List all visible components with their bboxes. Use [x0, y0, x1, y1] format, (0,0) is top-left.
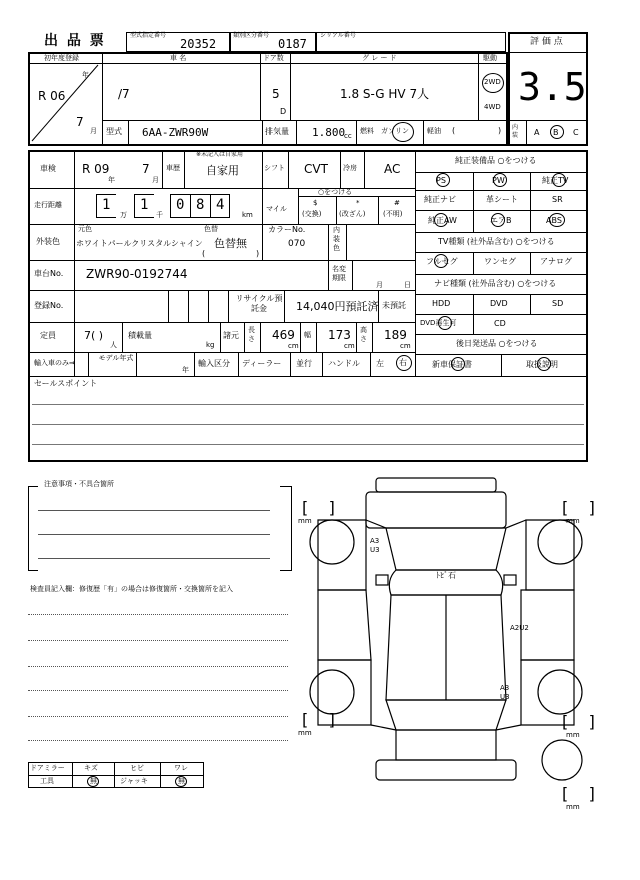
equip-abs-circle — [549, 213, 565, 227]
circle-note: ○をつける — [318, 188, 353, 196]
mileage-digit-2: 1 — [140, 197, 149, 213]
import-label: 輸入車のみ⇒ — [34, 359, 75, 367]
fuel-gasoline-circle — [392, 122, 414, 142]
category-value: 0187 — [278, 37, 307, 51]
interior-label: 内装 — [512, 124, 519, 139]
first-reg-month-unit: 月 — [90, 127, 97, 135]
handle-right: 右 — [399, 358, 407, 367]
mm-fr: mm — [566, 517, 580, 525]
navi-sd: SD — [552, 299, 564, 308]
genuine-header: 純正装備品 ○をつける — [455, 156, 537, 165]
name-change-month: 月 — [376, 281, 383, 289]
first-reg-year-unit: 年 — [82, 71, 89, 79]
mile-label: マイル — [266, 205, 287, 213]
equip-tv: 純正TV — [542, 176, 569, 185]
category-label: 類別区分番号 — [233, 32, 270, 39]
later-manual: 取扱説明 — [526, 360, 558, 369]
color-paren-close: ) — [256, 249, 260, 258]
sales-point-label: セールスポイント — [34, 379, 98, 388]
reg-label: 登録No. — [34, 301, 64, 310]
score-value: 3.5 — [518, 65, 587, 109]
equip-leather: 革シート — [486, 195, 518, 204]
equip-pw-circle — [493, 173, 507, 187]
interior-b: B — [553, 128, 559, 137]
navi-header: ナビ種類 (社外品含む) ○をつける — [434, 279, 557, 288]
cooling-value: AC — [384, 162, 401, 176]
equip-navi: 純正ナビ — [424, 195, 456, 204]
interior-c: C — [573, 128, 579, 137]
equip-tv-circle — [552, 173, 566, 187]
jack-circle — [175, 776, 187, 787]
inspection-year: R 09 — [82, 162, 110, 176]
inspection-year-unit: 年 — [108, 176, 115, 184]
interior-a: A — [534, 128, 540, 137]
drive-label: 駆動 — [483, 54, 497, 62]
doors-sub: D — [280, 107, 287, 116]
equip-pw: PW — [492, 176, 505, 185]
shift-value: CVT — [304, 162, 328, 176]
capacity-unit: 人 — [110, 341, 117, 349]
mirror-label: ドアミラー — [30, 764, 65, 772]
break-label: ワレ — [174, 764, 188, 772]
type-cert-value: 20352 — [180, 37, 217, 51]
mm-fl: mm — [298, 517, 312, 525]
dimensions-label: 諸元 — [223, 331, 239, 340]
mm-rl: mm — [298, 729, 312, 737]
inspector-label: 検査員記入欄：修復歴「有」の場合は修復箇所・交換箇所を記入 — [30, 585, 233, 593]
color-no-label: カラーNo. — [268, 225, 306, 234]
length-cm: cm — [288, 342, 299, 350]
color-no-value: 070 — [288, 239, 306, 249]
displacement-label: 排気量 — [265, 127, 289, 136]
mileage-sen: 千 — [156, 211, 163, 219]
caution-label: 注意事項・不具合箇所 — [44, 480, 114, 488]
equip-ps: PS — [436, 176, 446, 185]
tv-oneseg: ワンセグ — [484, 257, 516, 266]
jack-label: ジャッキ — [120, 777, 148, 785]
color-value: 色替無 — [214, 237, 247, 250]
mileage-digit-5: 4 — [216, 197, 225, 213]
chassis-value: ZWR90-0192744 — [86, 267, 188, 281]
shift-label: シフト — [264, 164, 285, 172]
recycle-label: リサイクル預託金 — [235, 294, 283, 313]
displacement-unit: cc — [344, 132, 352, 140]
name-change-day: 日 — [404, 281, 411, 289]
grade-value: 1.8 S-G HV 7人 — [340, 87, 430, 101]
import-type-label: 輸入区分 — [198, 359, 230, 368]
height-value: 189 — [384, 328, 407, 342]
equip-aw: 純正AW — [428, 216, 457, 225]
crack-label: ヒビ — [130, 764, 144, 772]
model-year-unit: 年 — [182, 366, 189, 374]
import-parallel: 並行 — [296, 359, 312, 368]
equip-aw-circle — [434, 213, 448, 227]
mark-chip: ﾄﾋﾞ石 — [436, 571, 456, 580]
history-label: 車歴 — [166, 164, 180, 172]
fuel-label: 燃料 — [360, 127, 374, 135]
equip-abs: ABS — [546, 216, 562, 225]
doors-label: ドア数 — [263, 54, 284, 62]
width-label: 幅 — [304, 331, 311, 339]
history-note: ※未記入は自家用 — [196, 151, 244, 158]
capacity-value: 7( ) — [84, 329, 104, 342]
form-title: 出 品 票 — [44, 33, 106, 49]
altered-label: (改ざん) — [339, 210, 366, 218]
tv-header: TV種類 (社外品含む) ○をつける — [438, 237, 555, 246]
equip-airbag-circle — [491, 213, 505, 227]
exterior-label: 外装色 — [36, 237, 60, 246]
model-value: 6AA-ZWR90W — [142, 126, 209, 139]
handle-left: 左 — [376, 359, 384, 368]
mileage-unit: km — [242, 211, 253, 219]
fuel-paren-open: ( — [452, 126, 456, 135]
recycle-value: 14,040円預託済 — [296, 300, 379, 313]
type-cert-label: 型式指定番号 — [130, 32, 167, 39]
recycle-not: 未預託 — [382, 301, 406, 310]
mark-a2u2: A2U2 — [510, 624, 529, 632]
first-reg-year: R 06 — [38, 89, 66, 103]
width-cm: cm — [344, 342, 355, 350]
score-label: 評 価 点 — [530, 37, 563, 47]
displacement-value: 1.800 — [312, 126, 346, 139]
length-label: 長さ — [248, 326, 255, 343]
cooling-label: 冷房 — [343, 164, 357, 172]
mm-spare: mm — [566, 803, 580, 811]
navi-dvd: DVD — [490, 299, 508, 308]
equip-ps-circle — [436, 173, 450, 187]
later-manual-circle — [537, 357, 551, 371]
altered-sym: * — [356, 199, 360, 207]
chassis-label: 車台No. — [34, 269, 64, 278]
navi-dvd-play: DVD再生可 — [420, 319, 457, 327]
load-unit: kg — [206, 341, 215, 349]
tools-circle — [87, 776, 99, 787]
capacity-label: 定員 — [40, 331, 56, 340]
inspection-month-unit: 月 — [152, 176, 159, 184]
navi-dvd-play-circle — [438, 316, 452, 330]
grade-label: グ レ ー ド — [362, 54, 397, 62]
navi-cd: CD — [494, 319, 506, 328]
width-value: 173 — [328, 328, 351, 342]
car-name-value: /7 — [118, 87, 130, 101]
fuel-paren-close: ) — [498, 126, 502, 135]
height-label: 高さ — [360, 326, 367, 343]
tv-fullseg: フルセグ — [426, 257, 458, 266]
length-value: 469 — [272, 328, 295, 342]
mileage-digit-3: 0 — [176, 197, 185, 213]
handle-label: ハンドル — [328, 359, 360, 368]
equip-airbag: エアB — [490, 216, 512, 225]
model-label: 型式 — [106, 127, 122, 136]
exchange-sym: $ — [313, 199, 318, 207]
car-name-label: 車 名 — [170, 54, 187, 62]
tv-analog: アナログ — [540, 257, 572, 266]
model-year-label: モデル年式 — [98, 354, 134, 362]
fuel-light-oil: 軽油 — [427, 127, 441, 135]
color-paren-open: ( — [202, 249, 206, 258]
mark-a3u3-front: A3 U3 — [370, 537, 380, 554]
mileage-man: 万 — [120, 211, 127, 219]
history-value: 自家用 — [206, 164, 239, 177]
inspection-month: 7 — [142, 162, 150, 176]
tools-value: 無 — [90, 777, 97, 785]
doors-value: 5 — [272, 87, 280, 101]
load-label: 積載量 — [128, 331, 152, 340]
inspection-label: 車検 — [40, 164, 56, 173]
unknown-label: (不明) — [383, 210, 403, 218]
later-header: 後日発送品 ○をつける — [456, 339, 538, 348]
original-color-label: 元色 — [78, 225, 92, 233]
mileage-digit-1: 1 — [102, 197, 111, 213]
interior-color-label: 内装色 — [333, 226, 340, 252]
fuel-gasoline: ガソリン — [381, 127, 409, 135]
jack-value: 無 — [178, 777, 185, 785]
mark-a3u3-rear: A3 U3 — [500, 684, 510, 701]
later-warranty-circle — [451, 357, 465, 371]
mileage-label: 走行距離 — [34, 201, 62, 209]
scratch-label: キズ — [84, 764, 98, 772]
first-reg-month: 7 — [76, 115, 84, 129]
car-diagram — [296, 470, 596, 810]
original-color-value: ホワイトパールクリスタルシャイン — [76, 239, 203, 248]
color-label: 色替 — [204, 225, 218, 233]
later-warranty: 新車保証書 — [432, 360, 472, 369]
tv-fullseg-circle — [434, 254, 448, 268]
name-change-label: 名変期限 — [332, 265, 346, 282]
navi-hdd: HDD — [432, 299, 451, 308]
mm-rr: mm — [566, 731, 580, 739]
drive-2wd: 2WD — [484, 78, 501, 86]
first-reg-label: 初年度登録 — [44, 54, 79, 62]
exchange-label: (交換) — [302, 210, 322, 218]
serial-label: シリアル番号 — [320, 32, 356, 39]
height-cm: cm — [400, 342, 411, 350]
drive-4wd: 4WD — [484, 103, 501, 111]
equip-sr: SR — [552, 195, 563, 204]
import-dealer: ディーラー — [242, 359, 282, 368]
mileage-digit-4: 8 — [196, 197, 205, 213]
unknown-sym: # — [394, 199, 400, 207]
tools-label: 工具 — [40, 777, 54, 785]
